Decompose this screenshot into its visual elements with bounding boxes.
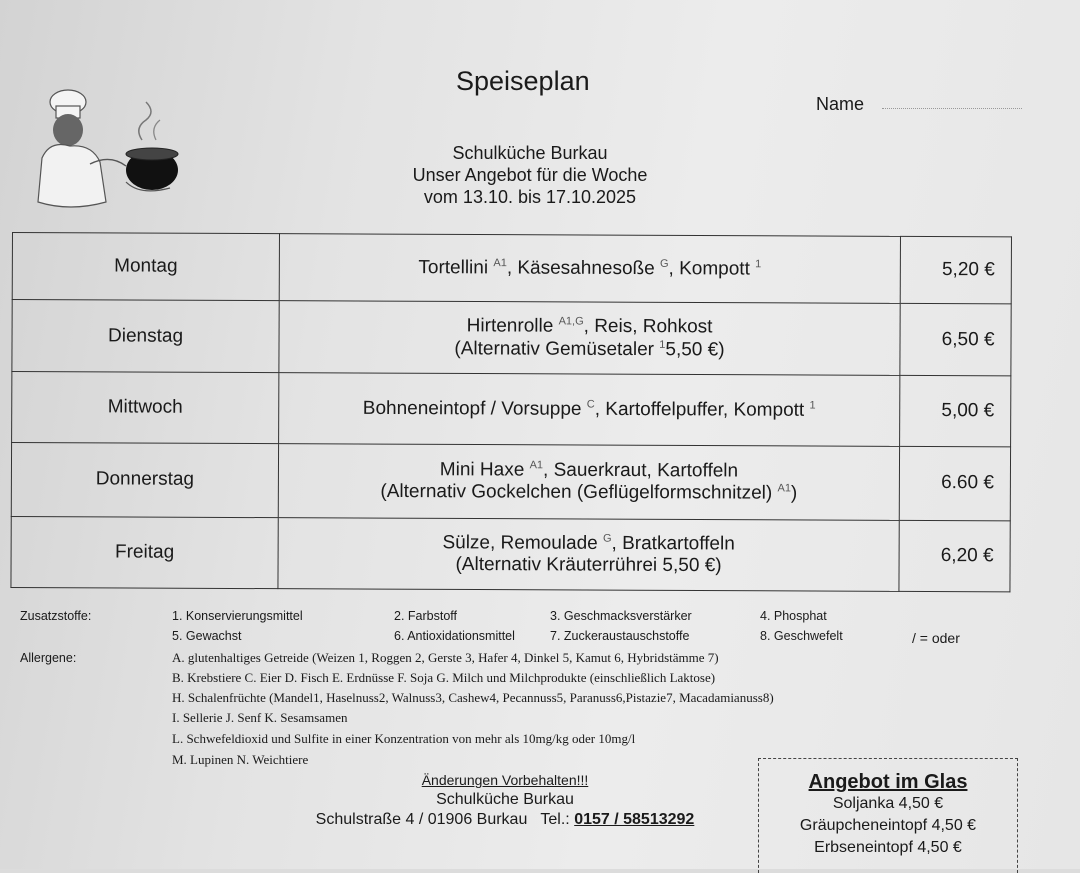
day-cell: Freitag [11, 516, 278, 589]
dish-cell: Tortellini $^{A1}$, Käsesahnesoße $^G$, Kompott $^1$ [279, 234, 900, 304]
dish-cell: Sülze, Remoulade $^G$, Bratkartoffeln (Alternativ Kräuterrührei 5,50 €) [278, 517, 899, 591]
glas-item: Erbseneintopf 4,50 € [814, 839, 962, 856]
offer-heading: Unser Angebot für die Woche [412, 165, 648, 185]
page-title: Speiseplan [456, 66, 590, 96]
tel-label: Tel.: [540, 811, 570, 828]
oder-note: / = oder [912, 630, 960, 646]
table-row [12, 300, 1011, 376]
dish-cell: Bohneneintopf / Vorsuppe $^C$, Kartoffelpuffer, Kompott $^1$ [279, 372, 900, 446]
day-cell: Donnerstag [11, 443, 278, 518]
phone-number: 0157 / 58513292 [574, 811, 695, 828]
menu-table [10, 232, 1012, 592]
allergen-line: I. Sellerie J. Senf K. Sesamsamen [172, 710, 348, 725]
price-cell: 6,20 € [899, 520, 1010, 592]
name-line [882, 108, 1022, 109]
zusatzstoffe-label: Zusatzstoffe: [20, 609, 92, 623]
day-cell: Mittwoch [12, 371, 279, 444]
allergen-line: L. Schwefeldioxid und Sulfite in einer Konzentration von mehr als 10mg/kg oder 10mg/l [172, 731, 636, 746]
additive-item: 1. Konservierungsmittel [172, 609, 303, 623]
allergen-line: M. Lupinen N. Weichtiere [172, 752, 309, 767]
additive-item: 5. Gewachst [172, 629, 242, 643]
allergen-line: H. Schalenfrüchte (Mandel1, Haselnuss2, Walnuss3, Cashew4, Pecannuss5, Paranuss6,Pistazie7, Macadamianuss8) [172, 690, 774, 705]
footer-kitchen-name: Schulküche Burkau [436, 791, 574, 808]
footer [270, 770, 740, 830]
footer-contact [270, 810, 740, 830]
dish-cell: Mini Haxe $^{A1}$, Sauerkraut, Kartoffeln (Alternativ Gockelchen (Geflügelformschnitzel) $^{A1}$) [278, 444, 899, 520]
subtitle [380, 142, 680, 208]
reserve-note: Änderungen Vorbehalten!!! [421, 772, 589, 788]
day-cell: Dienstag [12, 300, 279, 373]
glas-item: Gräupcheneintopf 4,50 € [799, 817, 977, 834]
table-row [12, 233, 1011, 305]
additive-item: 7. Zuckeraustauschstoffe [550, 629, 690, 643]
price-cell: 5,00 € [900, 375, 1011, 447]
address: Schulstraße 4 / 01906 Burkau [315, 811, 528, 828]
table-row [11, 516, 1010, 592]
allergene-label: Allergene: [20, 651, 77, 665]
allergen-line: A. glutenhaltiges Getreide (Weizen 1, Roggen 2, Gerste 3, Hafer 4, Dinkel 5, Kamut 6, Hybridstämme 7) [172, 650, 719, 665]
price-cell: 6.60 € [899, 446, 1010, 520]
additive-item: 6. Antioxidationsmittel [394, 629, 515, 643]
dish-cell: Hirtenrolle $^{A1,G}$, Reis, Rohkost (Alternativ Gemüsetaler $^1$5,50 €) [279, 301, 900, 375]
chef-illustration [30, 84, 190, 214]
day-cell: Montag [12, 233, 279, 301]
glas-title: Angebot im Glas [808, 771, 968, 793]
glas-item: Soljanka 4,50 € [832, 795, 944, 812]
name-label: Name [816, 94, 865, 114]
additive-item: 2. Farbstoff [394, 609, 457, 623]
allergen-line: B. Krebstiere C. Eier D. Fisch E. Erdnüsse F. Soja G. Milch und Milchprodukte (einschließlich Laktose) [172, 670, 716, 685]
price-cell: 6,50 € [900, 304, 1011, 376]
additive-item: 8. Geschwefelt [760, 629, 843, 643]
table-row [11, 443, 1010, 521]
glas-offer-box [758, 758, 1018, 873]
additive-item: 4. Phosphat [760, 609, 827, 623]
kitchen-name: Schulküche Burkau [452, 143, 608, 163]
week-range: vom 13.10. bis 17.10.2025 [423, 187, 637, 207]
price-cell: 5,20 € [900, 236, 1011, 304]
additive-item: 3. Geschmacksverstärker [550, 609, 692, 623]
table-row [12, 371, 1011, 447]
